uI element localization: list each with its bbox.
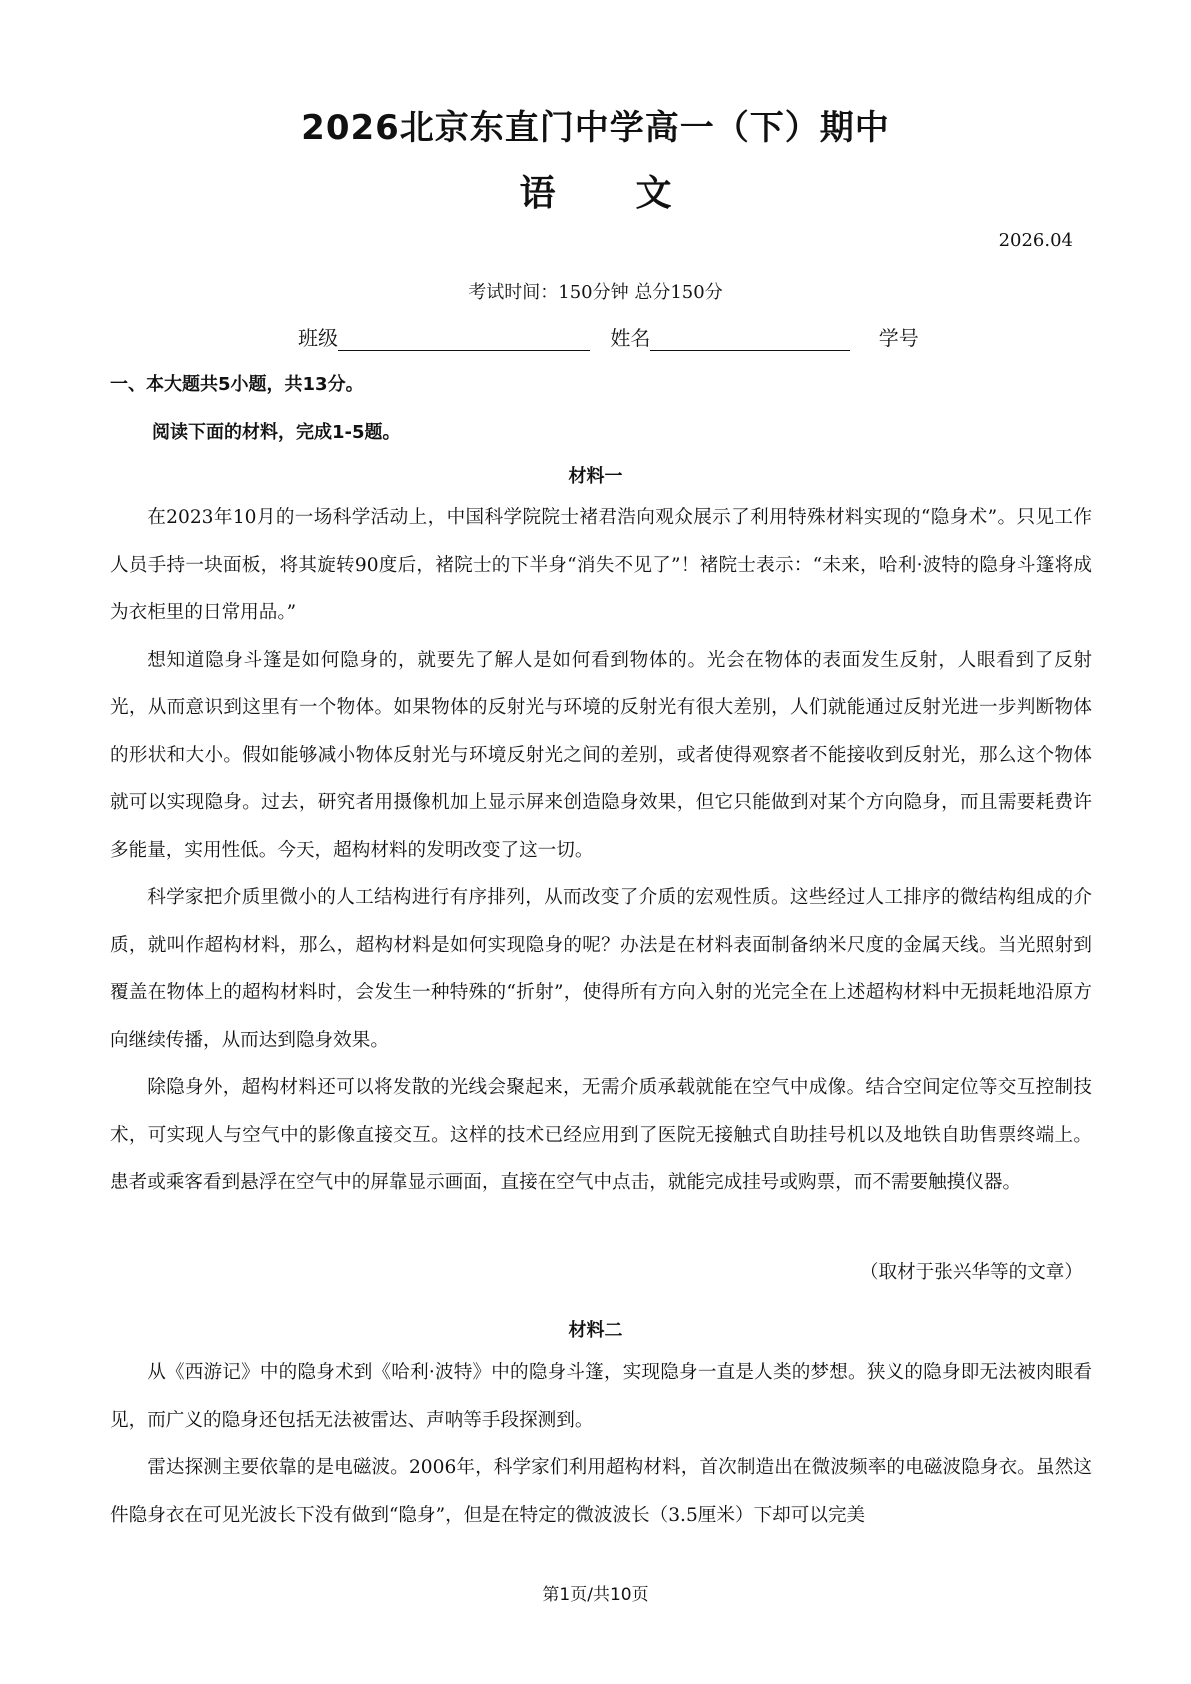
name-label: 姓名	[610, 326, 651, 350]
subject-title: 语文	[519, 173, 752, 214]
material2-body	[110, 1349, 1092, 1539]
class-blank[interactable]	[338, 328, 590, 351]
material1-paragraph: 科学家把介质里微小的人工结构进行有序排列，从而改变了介质的宏观性质。这些经过人工排序的微结构组成的介质，就叫作超构材料，那么，超构材料是如何实现隐身的呢？办法是在材料表面制备纳米尺度的金属天线。当光照射到覆盖在物体上的超构材料时，会发生一种特殊的“折射”，使得所有方向入射的光完全在上述超构材料中无损耗地沿原方向继续传播，从而达到隐身效果。	[110, 887, 1092, 1051]
page-number: 第1页/共10页	[542, 1585, 649, 1605]
exam-info: 考试时间：150分钟 总分150分	[468, 282, 723, 303]
material1-paragraph: 想知道隐身斗篷是如何隐身的，就要先了解人是如何看到物体的。光会在物体的表面发生反射，人眼看到了反射光，从而意识到这里有一个物体。如果物体的反射光与环境的反射光有很大差别，人们就能通过反射光进一步判断物体的形状和大小。假如能够减小物体反射光与环境反射光之间的差别，或者使得观察者不能接收到反射光，那么这个物体就可以实现隐身。过去，研究者用摄像机加上显示屏来创造隐身效果，但它只能做到对某个方向隐身，而且需要耗费许多能量，实用性低。今天，超构材料的发明改变了这一切。	[110, 649, 1092, 861]
material1-paragraph: 在2023年10月的一场科学活动上，中国科学院院士褚君浩向观众展示了利用特殊材料实现的“隐身术”。只见工作人员手持一块面板，将其旋转90度后，褚院士的下半身“消失不见了”！褚院士表示：“未来，哈利·波特的隐身斗篷将成为衣柜里的日常用品。”	[110, 507, 1092, 623]
name-blank[interactable]	[650, 328, 850, 351]
exam-date: 2026.04	[998, 230, 1073, 251]
material1-source: （取材于张兴华等的文章）	[859, 1262, 1083, 1283]
material1-title: 材料一	[568, 466, 623, 487]
exam-title: 2026北京东直门中学高一（下）期中	[301, 108, 890, 148]
material2-title: 材料二	[568, 1320, 623, 1341]
section-instruction: 阅读下面的材料，完成1-5题。	[152, 422, 401, 443]
section-heading: 一、本大题共5小题，共13分。	[110, 374, 364, 395]
material1-body	[110, 494, 1092, 1207]
material2-paragraph: 从《西游记》中的隐身术到《哈利·波特》中的隐身斗篷，实现隐身一直是人类的梦想。狭义的隐身即无法被肉眼看见，而广义的隐身还包括无法被雷达、声呐等手段探测到。	[110, 1362, 1092, 1431]
student-info-row	[298, 322, 919, 351]
id-label: 学号	[878, 326, 919, 350]
material1-paragraph: 除隐身外，超构材料还可以将发散的光线会聚起来，无需介质承载就能在空气中成像。结合空间定位等交互控制技术，可实现人与空气中的影像直接交互。这样的技术已经应用到了医院无接触式自助挂号机以及地铁自助售票终端上。患者或乘客看到悬浮在空气中的屏靠显示画面，直接在空气中点击，就能完成挂号或购票，而不需要触摸仪器。	[110, 1077, 1092, 1193]
material2-paragraph: 雷达探测主要依靠的是电磁波。2006年，科学家们利用超构材料，首次制造出在微波频率的电磁波隐身衣。虽然这件隐身衣在可见光波长下没有做到“隐身”，但是在特定的微波波长（3.5厘米）下却可以完美	[110, 1457, 1092, 1526]
class-label: 班级	[298, 326, 338, 350]
